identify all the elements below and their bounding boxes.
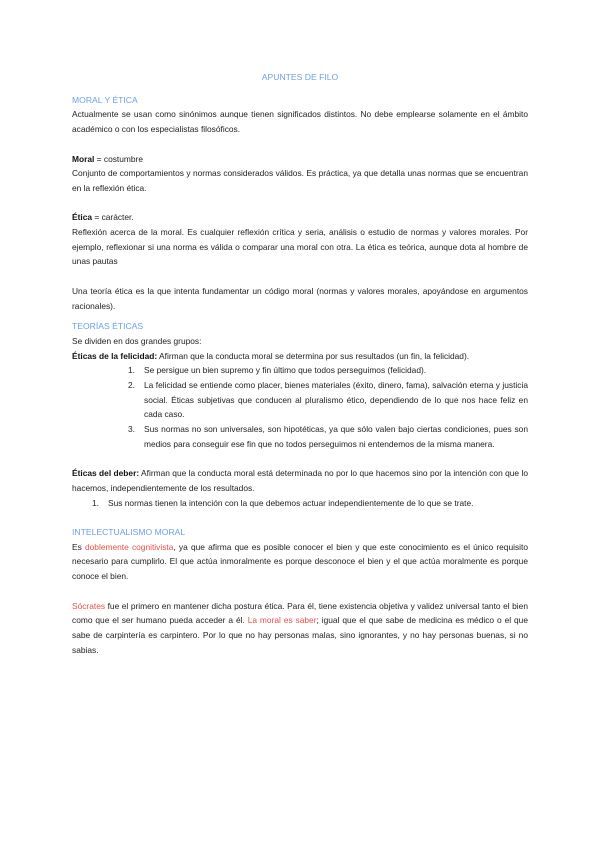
felicidad-term: Éticas de la felicidad: bbox=[72, 350, 158, 361]
moral-text: Conjunto de comportamientos y normas considerados válidos. Es práctica, ya que detalla unas normas que se encuentran en la reflexión ética. bbox=[72, 168, 528, 193]
highlight-cognitivista: doblemente cognitivista bbox=[84, 541, 174, 552]
section-heading-moral-y-etica: MORAL Y ÉTICA bbox=[72, 94, 138, 105]
deber-text: Afirman que la conducta moral está determinada no por lo que hacemos sino por la intención con que lo hacemos, independientemente de los resultados. bbox=[72, 468, 528, 493]
felicidad-text: Afirman que la conducta moral se determina por sus resultados (un fin, la felicidad). bbox=[157, 350, 470, 361]
section-heading-teorias-eticas: TEORÍAS ÉTICAS bbox=[72, 321, 144, 332]
intelectualismo-paragraph-2: Sócrates fue el primero en mantener dicha postura ética. Para él, tiene existencia objetiva y validez universal tanto el bien como que el ser humano pueda acceder a él. La moral es saber; igual que el que sabe de medicina es médico o el que sabe de carpintería es carpintero. Por lo que no hay personas malas, sino ignorantes, y no hay personas buenas, si no sabias. bbox=[72, 600, 528, 655]
list-item: 1. Sus normas tienen la intención con la que debemos actuar independientemente de lo que se trate. bbox=[92, 497, 474, 508]
deber-term: Éticas del deber: bbox=[72, 468, 140, 479]
paragraph-intro: Actualmente se usan como sinónimos aunque tienen significados distintos. No debe emplearse solamente en el ámbito académico o con los especialistas filosóficos. bbox=[72, 109, 528, 135]
section-heading-intelectualismo-moral: INTELECTUALISMO MORAL bbox=[72, 527, 186, 538]
list-item: 3. Sus normas no son universales, son hipotéticas, ya que sólo valen bajo ciertas condiciones, pues son medios para conseguir ese fin que no todos perseguimos ni entendemos de la misma manera. bbox=[128, 424, 528, 449]
document-title: APUNTES DE FILO bbox=[261, 72, 339, 82]
moral-term: Moral bbox=[72, 153, 95, 164]
felicidad-line bbox=[72, 349, 528, 364]
teorias-intro: Se dividen en dos grandes grupos: bbox=[72, 335, 202, 346]
deber-line bbox=[72, 466, 528, 495]
moral-def: = costumbre bbox=[94, 153, 143, 164]
felicidad-list bbox=[72, 363, 528, 451]
etica-term: Ética bbox=[72, 212, 93, 223]
etica-def: = carácter. bbox=[92, 212, 134, 223]
list-item: 2. La felicidad se entiende como placer, bienes materiales (éxito, dinero, fama), salvación eterna y justicia social. Éticas subjetivas que conducen al pluralismo ético, dependiendo de lo que nos hace feliz en cada caso. bbox=[128, 380, 528, 420]
moral-definition-line bbox=[72, 152, 528, 167]
deber-list bbox=[72, 496, 528, 511]
teoria-etica-text: Una teoría ética es la que intenta fundamentar un código moral (normas y valores morales, apoyándose en argumentos racionales). bbox=[72, 285, 528, 311]
document-body bbox=[72, 70, 528, 657]
etica-definition-line bbox=[72, 210, 528, 225]
intelectualismo-paragraph-1: Es doblemente cognitivista, ya que afirma que es posible conocer el bien y que este conocimiento es el único requisito necesario para cumplirlo. El que actúa inmoralmente es porque desconoce el bien y el que actúa moralmente es porque conoce el bien. bbox=[72, 541, 529, 582]
highlight-moral-es-saber: La moral es saber bbox=[247, 615, 317, 626]
highlight-socrates: Sócrates bbox=[72, 600, 106, 611]
list-item: 1. Se persigue un bien supremo y fin último que todos perseguimos (felicidad). bbox=[128, 365, 427, 376]
etica-text: Reflexión acerca de la moral. Es cualquier reflexión crítica y seria, análisis o estudio de normas y valores morales. Por ejemplo, reflexionar si una norma es válida o comparar una moral con otra. La ética es teórica, aunque dota al hombre de unas pautas bbox=[72, 227, 528, 267]
